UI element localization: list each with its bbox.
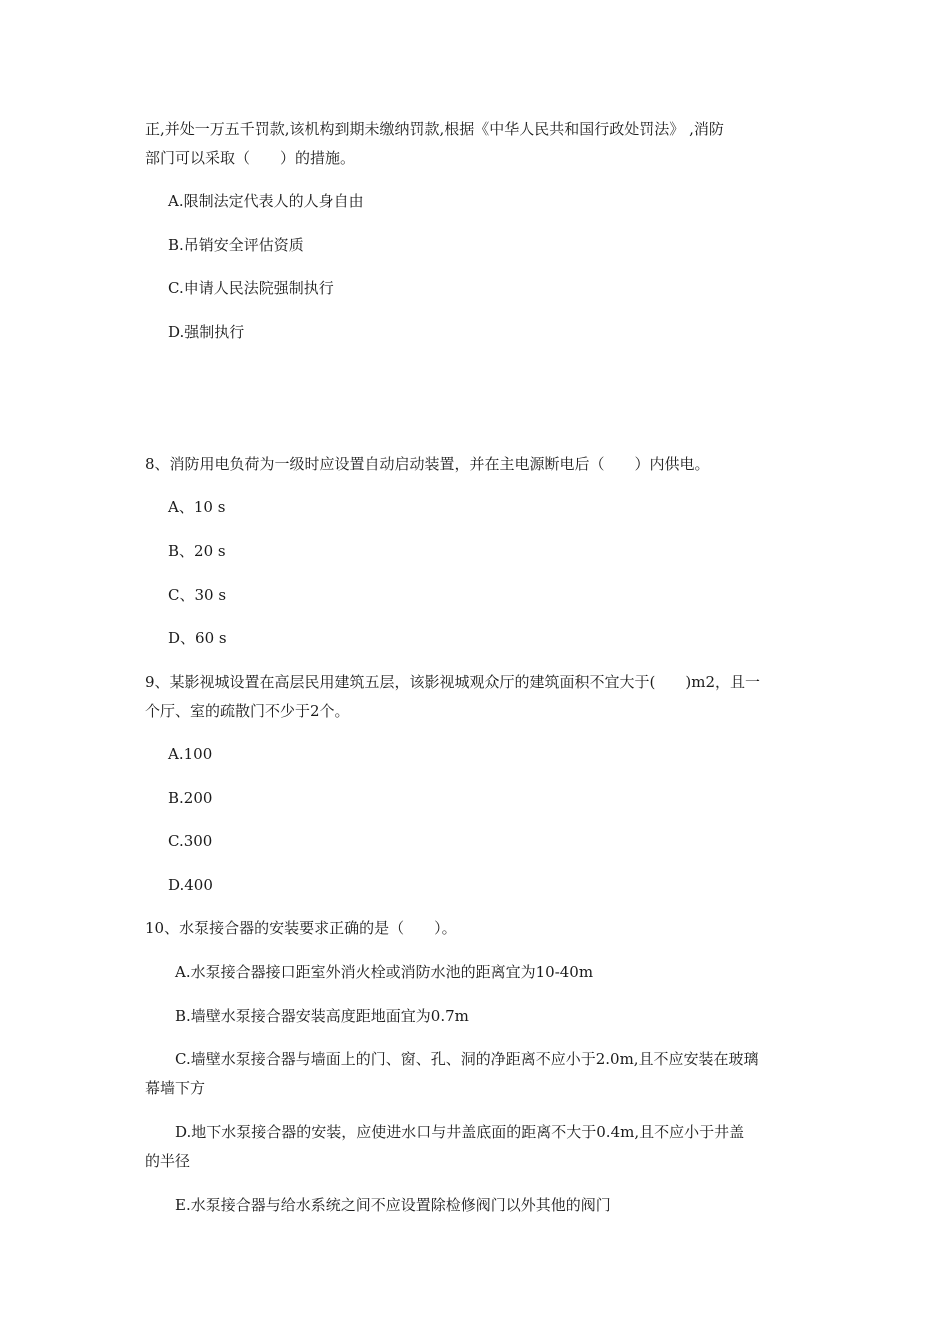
q10-option-d: D.地下水泵接合器的安装，应使进水口与井盖底面的距离不大于0.4m,且不应小于井盖 <box>175 1123 745 1141</box>
q9-option-c: C.300 <box>168 832 213 850</box>
q7-option-b: B.吊销安全评估资质 <box>168 236 304 254</box>
q9-stem-line-1: 9、某影视城设置在高层民用建筑五层，该影视城观众厅的建筑面积不宜大于( )m2，且一 <box>145 673 761 691</box>
q10-option-a: A.水泵接合器接口距室外消火栓或消防水池的距离宜为10-40m <box>175 963 594 981</box>
q10-option-c: C.墙壁水泵接合器与墙面上的门、窗、孔、洞的净距离不应小于2.0m,且不应安装在玻璃 <box>175 1050 759 1068</box>
q8-stem: 8、消防用电负荷为一级时应设置自动启动装置，并在主电源断电后（ ）内供电。 <box>145 455 710 473</box>
q9-option-d: D.400 <box>168 876 213 894</box>
q8-option-d: D、60 s <box>168 629 227 647</box>
q10-option-c-cont: 幕墙下方 <box>145 1079 206 1097</box>
q8-option-c: C、30 s <box>168 586 227 604</box>
q9-option-a: A.100 <box>168 745 213 763</box>
q9-option-b: B.200 <box>168 789 213 807</box>
q7-option-c: C.申请人民法院强制执行 <box>168 279 334 297</box>
q10-option-e: E.水泵接合器与给水系统之间不应设置除检修阀门以外其他的阀门 <box>175 1196 611 1214</box>
q9-stem-line-2: 个厅、室的疏散门不少于2个。 <box>145 702 350 720</box>
q10-option-d-cont: 的半径 <box>145 1152 191 1170</box>
q10-option-b: B.墙壁水泵接合器安装高度距地面宜为0.7m <box>175 1007 469 1025</box>
q10-stem: 10、水泵接合器的安装要求正确的是（ ）。 <box>145 919 457 937</box>
q8-option-a: A、10 s <box>168 498 226 516</box>
q8-option-b: B、20 s <box>168 542 226 560</box>
q7-stem-line-1: 正,并处一万五千罚款,该机构到期未缴纳罚款,根据《中华人民共和国行政处罚法》 ,消防 <box>145 120 724 138</box>
q7-option-a: A.限制法定代表人的人身自由 <box>168 192 364 210</box>
q7-stem-line-2: 部门可以采取（ ）的措施。 <box>145 149 356 167</box>
q7-option-d: D.强制执行 <box>168 323 245 341</box>
